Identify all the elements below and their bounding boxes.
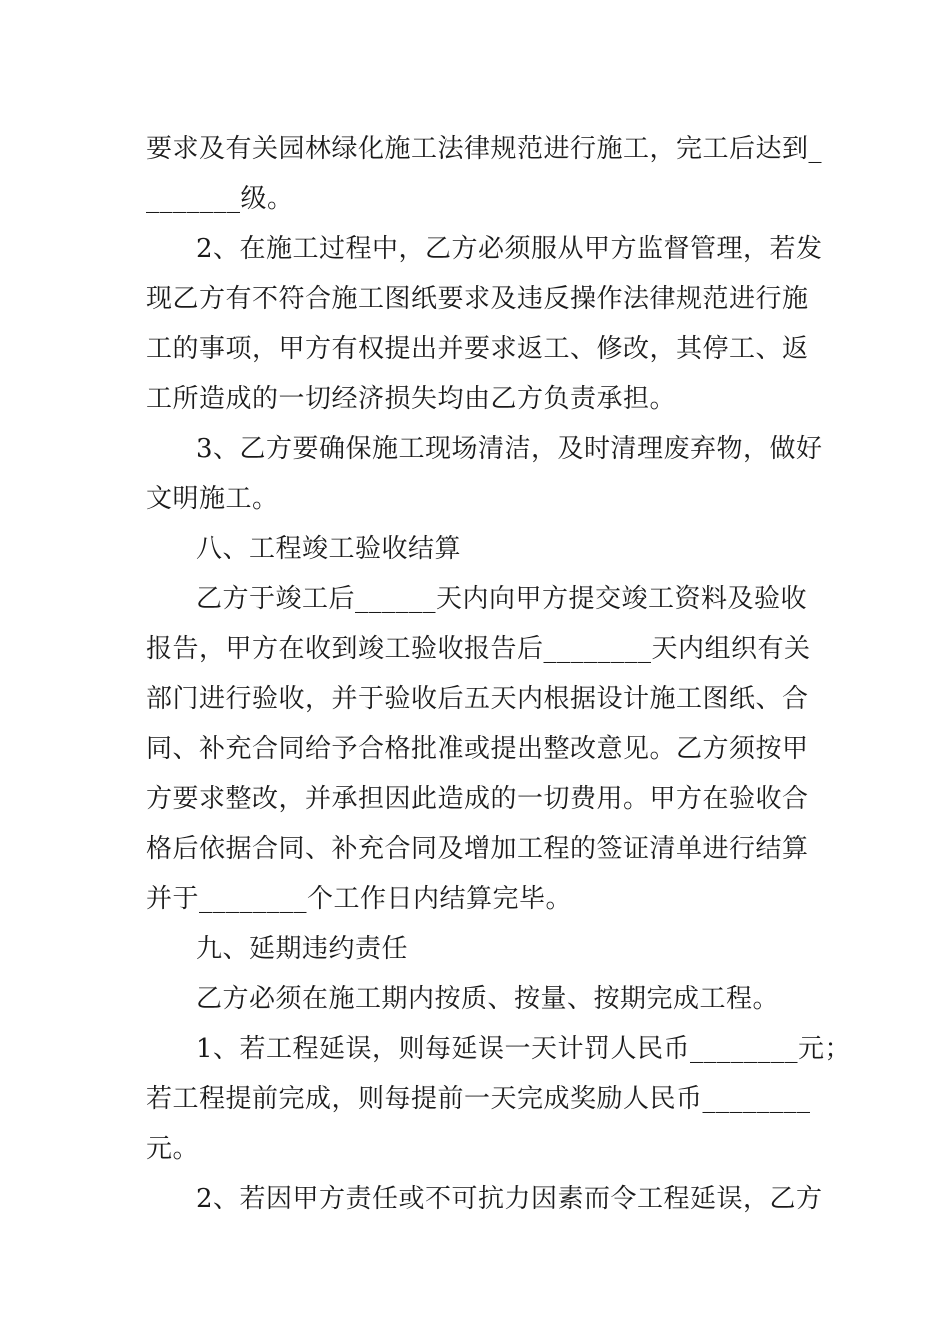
- paragraph-line: 格后依据合同、补充合同及增加工程的签证清单进行结算: [146, 834, 809, 864]
- paragraph-line: 方要求整改，并承担因此造成的一切费用。甲方在验收合: [146, 784, 809, 814]
- paragraph-line: 1、若工程延误，则每延误一天计罚人民币________元；: [196, 1034, 852, 1064]
- paragraph-line: 要求及有关园林绿化施工法律规范进行施工，完工后达到_: [146, 134, 823, 164]
- paragraph-line: 并于________个工作日内结算完毕。: [146, 884, 573, 914]
- paragraph-line: _______级。: [146, 184, 294, 214]
- paragraph-line: 工的事项，甲方有权提出并要求返工、修改，其停工、返: [146, 334, 809, 364]
- section-heading: 八、工程竣工验收结算: [196, 534, 462, 564]
- paragraph-line: 报告，甲方在收到竣工验收报告后________天内组织有关: [146, 634, 811, 664]
- paragraph-line: 文明施工。: [146, 484, 279, 514]
- paragraph-line: 现乙方有不符合施工图纸要求及违反操作法律规范进行施: [146, 284, 809, 314]
- section-heading: 九、延期违约责任: [196, 934, 409, 964]
- paragraph-line: 乙方必须在施工期内按质、按量、按期完成工程。: [196, 984, 780, 1014]
- paragraph-line: 元。: [146, 1134, 200, 1164]
- paragraph-line: 2、若因甲方责任或不可抗力因素而令工程延误，乙方: [196, 1184, 823, 1214]
- paragraph-line: 部门进行验收，并于验收后五天内根据设计施工图纸、合: [146, 684, 809, 714]
- paragraph-line: 工所造成的一切经济损失均由乙方负责承担。: [146, 384, 677, 414]
- paragraph-line: 乙方于竣工后______天内向甲方提交竣工资料及验收: [196, 584, 808, 614]
- paragraph-line: 3、乙方要确保施工现场清洁，及时清理废弃物，做好: [196, 434, 823, 464]
- paragraph-line: 若工程提前完成，则每提前一天完成奖励人民币________: [146, 1084, 811, 1114]
- paragraph-line: 2、在施工过程中，乙方必须服从甲方监督管理，若发: [196, 234, 823, 264]
- paragraph-line: 同、补充合同给予合格批准或提出整改意见。乙方须按甲: [146, 734, 809, 764]
